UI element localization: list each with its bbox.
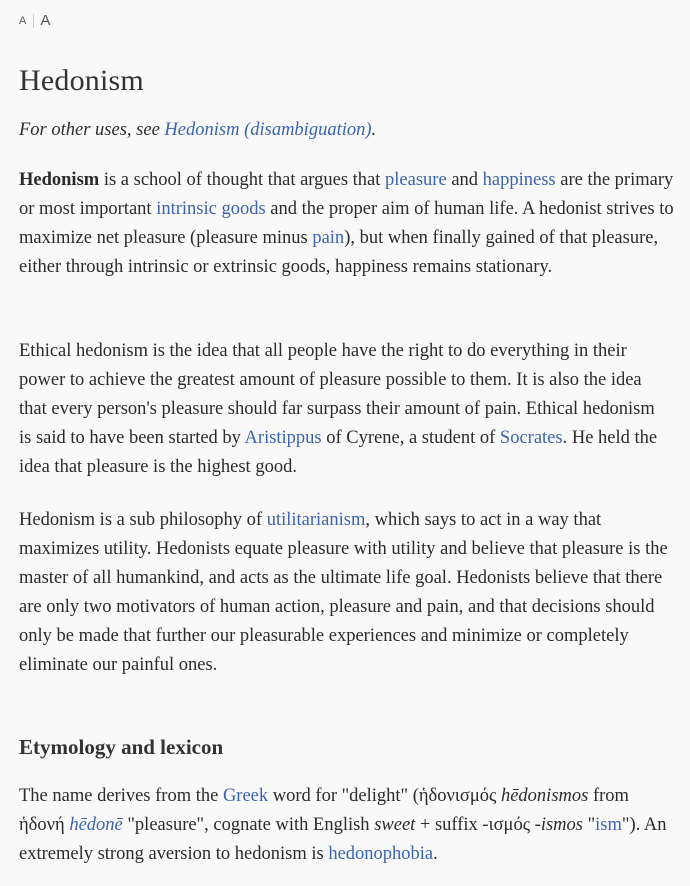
section-heading-etymology: Etymology and lexicon: [19, 735, 224, 759]
paragraph-text: of Cyrene, a student of: [321, 428, 500, 448]
decrease-font-button[interactable]: A: [19, 14, 27, 27]
paragraph-text: ": [582, 815, 596, 835]
font-controls-divider: [33, 14, 34, 28]
paragraph-text: from ἡδονή: [19, 786, 629, 835]
paragraph-text: Hedonism is a sub philosophy of: [19, 510, 267, 530]
paragraph-text: "). An extremely strong aversion to hedonism is: [19, 815, 667, 864]
link-hedonism-disambiguation[interactable]: Hedonism (disambiguation): [164, 120, 372, 140]
paragraph-text: Ethical hedonism is the idea that all people have the right to do everything in their power to achieve the greatest amount of pleasure possible to them. It is also the idea that every person's pleasure should far surpass their amount of pain. Ethical hedonism is said to have been started by: [19, 341, 655, 448]
link-socrates[interactable]: Socrates: [499, 428, 563, 448]
hatnote-prefix: For other uses, see: [19, 120, 165, 140]
paragraph-intro: [19, 166, 674, 282]
link-pain[interactable]: pain: [312, 228, 345, 248]
paragraph-text: . He held the idea that pleasure is the highest good.: [19, 428, 658, 477]
italic-term: hēdonismos: [500, 786, 589, 806]
hatnote: [19, 120, 376, 141]
hatnote-suffix: .: [371, 120, 377, 140]
link-happiness[interactable]: happiness: [482, 170, 556, 190]
paragraph-text: ), but when finally gained of that pleasure, either through intrinsic or extrinsic goods, happiness remains stationary.: [19, 228, 659, 277]
link-aristippus[interactable]: Aristippus: [244, 428, 322, 448]
increase-font-button[interactable]: A: [40, 12, 51, 29]
paragraph-etymology: [19, 782, 669, 869]
font-size-controls: [19, 12, 50, 29]
link-hedone[interactable]: hēdonē: [69, 815, 123, 835]
link-hedonophobia[interactable]: hedonophobia: [328, 844, 434, 864]
paragraph-text: is a school of thought that argues that: [99, 170, 386, 190]
italic-term: ismos: [540, 815, 583, 835]
paragraph-text: The name derives from the: [19, 786, 223, 806]
paragraph-ethical-hedonism: [19, 337, 671, 482]
link-greek[interactable]: Greek: [222, 786, 269, 806]
link-pleasure[interactable]: pleasure: [385, 170, 447, 190]
paragraph-text: + suffix -ισμός -: [415, 815, 541, 835]
paragraph-text: .: [433, 844, 438, 864]
paragraph-text: and: [446, 170, 483, 190]
italic-term: sweet: [374, 815, 416, 835]
paragraph-text: , which says to act in a way that maximizes utility. Hedonists equate pleasure with utility and believe that pleasure is the master of all humankind, and acts as the ultimate life goal. Hedonists believe that there are only two motivators of human action, pleasure and pain, and that decisions should only be made that further our pleasurable experiences and minimize or completely eliminate our painful ones.: [19, 510, 668, 675]
bold-term: Hedonism: [19, 170, 100, 190]
link-ism[interactable]: ism: [595, 815, 622, 835]
link-intrinsic-goods[interactable]: intrinsic goods: [156, 199, 266, 219]
paragraph-text: word for "delight" (ἡδονισμός: [268, 786, 501, 806]
paragraph-text: "pleasure", cognate with English: [122, 815, 375, 835]
paragraph-utilitarianism: [19, 506, 679, 680]
link-utilitarianism[interactable]: utilitarianism: [266, 510, 366, 530]
paragraph-text: and the proper aim of human life. A hedonist strives to maximize net pleasure (pleasure minus: [19, 199, 674, 248]
paragraph-text: are the primary or most important: [19, 170, 674, 219]
page-title: Hedonism: [19, 64, 144, 97]
